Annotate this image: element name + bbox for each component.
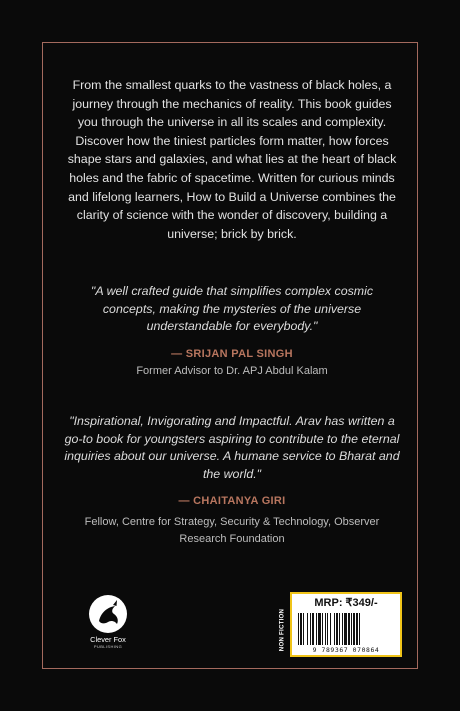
publisher-logo — [78, 594, 138, 656]
publisher-tagline: PUBLISHING — [93, 644, 123, 649]
price-label: MRP: ₹349/- — [314, 597, 378, 609]
category-label: NON FICTION — [278, 608, 286, 652]
barcode-icon — [298, 613, 394, 645]
testimonial-role-2: Fellow, Centre for Strategy, Security & Technology, Observer Research Foundation — [84, 516, 380, 545]
testimonial-author-2: — CHAITANYA GIRI — [178, 495, 286, 507]
testimonial-quote-1: "A well crafted guide that simplifies complex cosmic concepts, making the mysteries of the universe understandable for everybody." — [90, 284, 374, 334]
fox-icon — [88, 594, 128, 634]
testimonial-author-1: — SRIJAN PAL SINGH — [171, 348, 293, 360]
book-blurb: From the smallest quarks to the vastness of black holes, a journey through the mechanics of reality. This book guides you through the universe in all its scales and complexity. Discover how the tiniest particles form matter, how forces shape stars and galaxies, and what lies at the heart of black holes and the fabric of spacetime. Written for curious minds and lifelong learners, How to Build a Universe combines the clarity of science with the wonder of discovery, building a universe; brick by brick. — [67, 78, 397, 241]
isbn-number: 9 789367 070864 — [312, 646, 380, 654]
publisher-name: Clever Fox — [90, 635, 126, 644]
testimonial-quote-2: "Inspirational, Invigorating and Impactful. Arav has written a go-to book for youngsters aspiring to contribute to the eternal inquiries about our universe. A humane service to Bharat and the world." — [64, 414, 400, 481]
price-barcode-box — [290, 592, 402, 657]
testimonial-role-1: Former Advisor to Dr. APJ Abdul Kalam — [136, 365, 328, 377]
